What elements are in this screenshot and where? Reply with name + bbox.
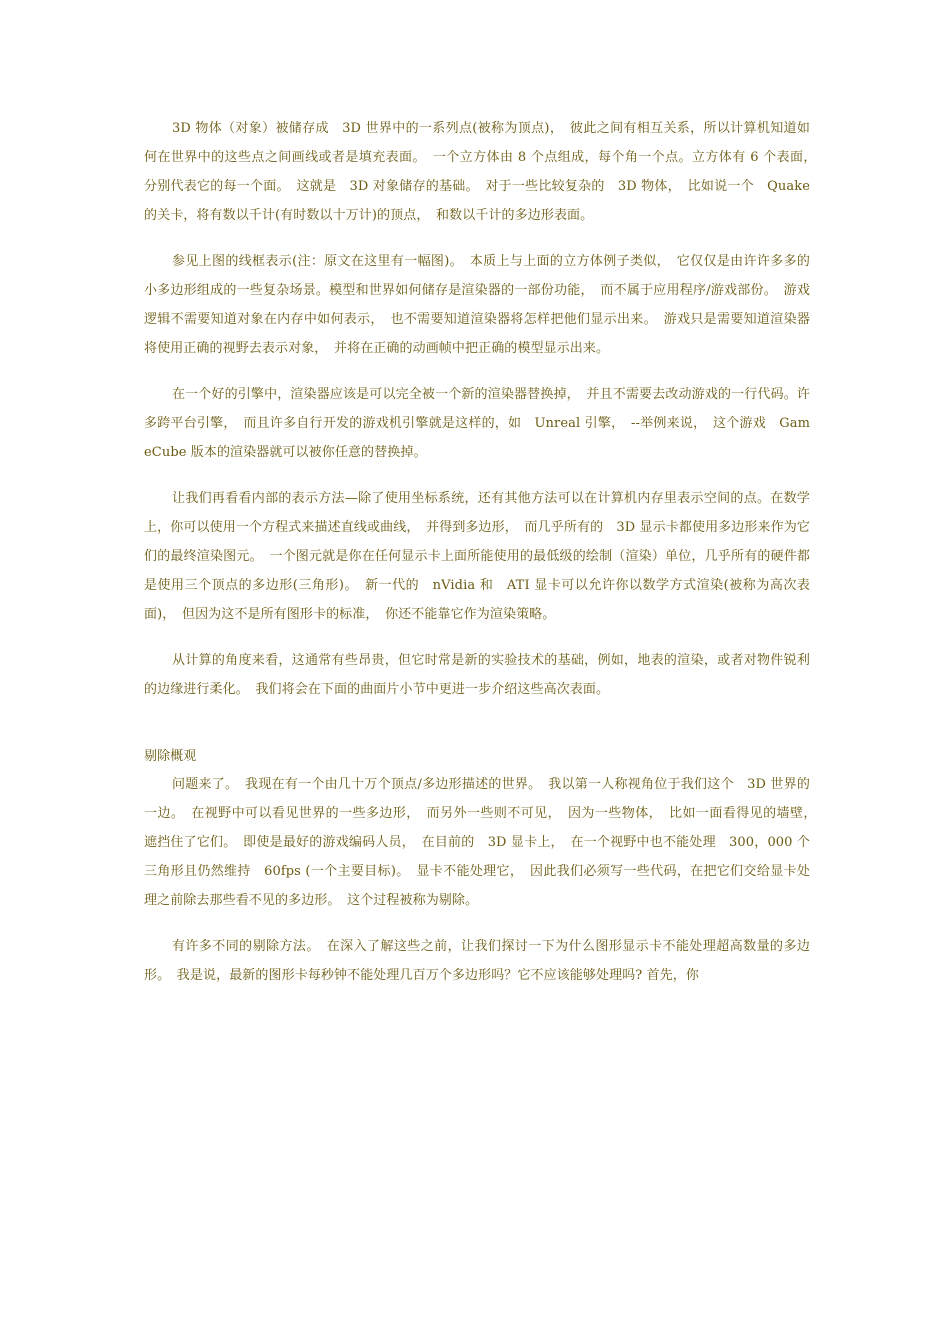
- paragraph-computation-cost: 从计算的角度来看，这通常有些昂贵，但它时常是新的实验技术的基础，例如，地表的渲染，或者对物件锐利的边缘进行柔化。 我们将会在下面的曲面片小节中更进一步介绍这些高次表面。: [144, 653, 810, 697]
- paragraph-3d-objects: 3D 物体（对象）被储存成 3D 世界中的一系列点(被称为顶点)， 彼此之间有相互关系，所以计算机知道如何在世界中的这些点之间画线或者是填充表面。 一个立方体由 8 个点组成，每个角一个点。立方体有 6 个表面， 分别代表它的每一个面。 这就是 3D 对象储存的基础。 对于一些比较复杂的 3D 物体， 比如说一个 Quake 的关卡，将有数以千计(有时数以十万计)的顶点， 和数以千计的多边形表面。: [144, 121, 824, 223]
- paragraph-culling-problem: 问题来了。 我现在有一个由几十万个顶点/多边形描述的世界。 我以第一人称视角位于我们这个 3D 世界的一边。 在视野中可以看见世界的一些多边形， 而另外一些则不可见， 因为一些物体， 比如一面看得见的墙壁， 遮挡住了它们。 即使是最好的游戏编码人员， 在目前的 3D 显卡上， 在一个视野中也不能处理 300，000 个三角形且仍然维持 60fps (一个主要目标)。 显卡不能处理它， 因此我们必须写一些代码，在把它们交给显卡处理之前除去那些看不见的多边形。 这个过程被称为剔除。: [144, 777, 824, 908]
- paragraph-renderer-replacement: 在一个好的引擎中，渲染器应该是可以完全被一个新的渲染器替换掉， 并且不需要去改动游戏的一行代码。许多跨平台引擎， 而且许多自行开发的游戏机引擎就是这样的，如 Unreal 引擎， --举例来说， 这个游戏 GameCube 版本的渲染器就可以被你任意的替换掉。: [144, 387, 810, 460]
- paragraph-wireframe: 参见上图的线框表示(注：原文在这里有一幅图)。 本质上与上面的立方体例子类似， 它仅仅是由许许多多的小多边形组成的一些复杂场景。模型和世界如何储存是渲染器的一部份功能， 而不属于应用程序/游戏部份。 游戏逻辑不需要知道对象在内存中如何表示， 也不需要知道渲染器将怎样把他们显示出来。 游戏只是需要知道渲染器将使用正确的视野去表示对象， 并将在正确的动画帧中把正确的模型显示出来。: [144, 254, 810, 356]
- document-body: [144, 114, 824, 1007]
- paragraph-internal-representation: 让我们再看看内部的表示方法—除了使用坐标系统，还有其他方法可以在计算机内存里表示空间的点。在数学上，你可以使用一个方程式来描述直线或曲线， 并得到多边形， 而几乎所有的 3D 显示卡都使用多边形来作为它们的最终渲染图元。 一个图元就是你在任何显示卡上面所能使用的最低级的绘制（渲染）单位，几乎所有的硬件都是使用三个顶点的多边形(三角形)。 新一代的 nVidia 和 ATI 显卡可以允许你以数学方式渲染(被称为高次表面)， 但因为这不是所有图形卡的标准， 你还不能靠它作为渲染策略。: [144, 491, 810, 622]
- paragraph-culling-methods: 有许多不同的剔除方法。 在深入了解这些之前，让我们探讨一下为什么图形显示卡不能处理超高数量的多边形。 我是说，最新的图形卡每秒钟不能处理几百万个多边形吗？它不应该能够处理吗? 首先，你: [144, 939, 810, 983]
- section-heading-culling-overview: 剔除概观: [144, 749, 197, 764]
